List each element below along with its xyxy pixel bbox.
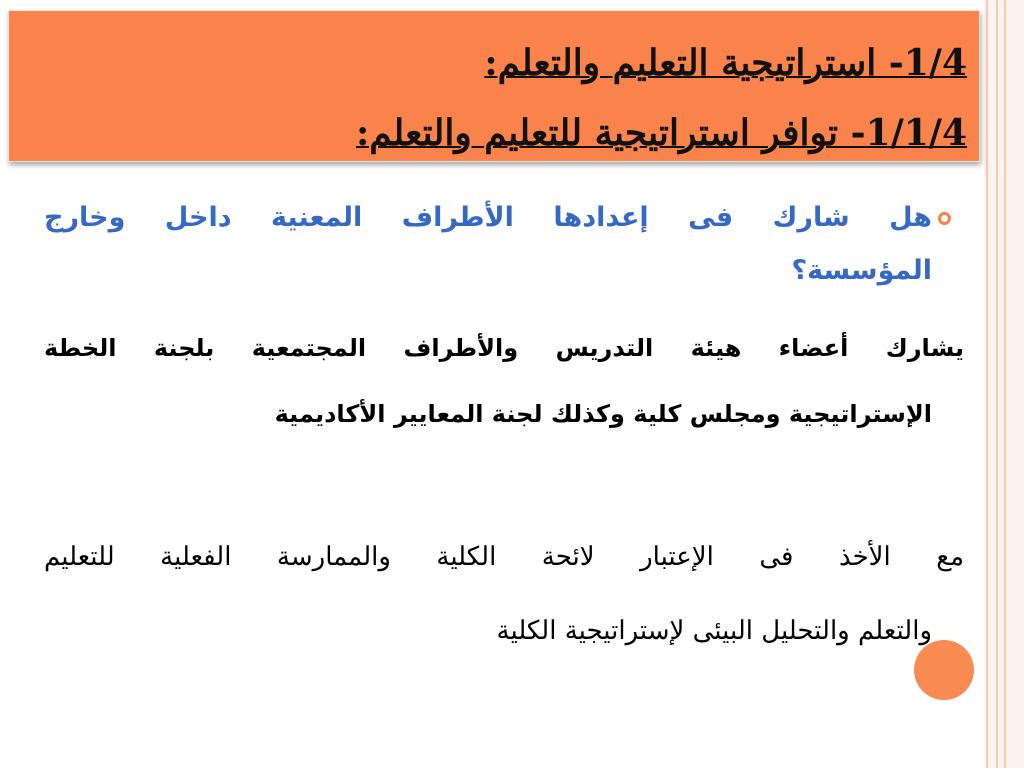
right-border-line — [1004, 0, 1006, 768]
title-banner — [8, 10, 980, 162]
question-line-2: المؤسسة؟ — [791, 255, 932, 286]
answer-line-2: الإستراتيجية ومجلس كلية وكذلك لجنة المعايير الأكاديمية — [274, 400, 932, 428]
slide-title-line-2: 1/1/4- توافر استراتيجية للتعليم والتعلم: — [355, 112, 967, 154]
note-line-2: والتعلم والتحليل البيئى لإستراتيجية الكلية — [496, 616, 932, 646]
right-border-line — [986, 0, 988, 768]
note-line-1: مع الأخذ فى الإعتبار لائحة الكلية والممارسة الفعلية للتعليم — [44, 542, 964, 572]
decorative-circle-icon — [914, 640, 974, 700]
question-line-1: هل شارك فى إعدادها الأطراف المعنية داخل وخارج — [44, 202, 932, 233]
right-border-line — [996, 0, 998, 768]
slide-title-line-1: 1/4- استراتيجية التعليم والتعلم: — [484, 42, 967, 84]
answer-line-1: يشارك أعضاء هيئة التدريس والأطراف المجتمعية بلجنة الخطة — [44, 334, 964, 362]
bullet-circle-icon — [938, 212, 951, 225]
